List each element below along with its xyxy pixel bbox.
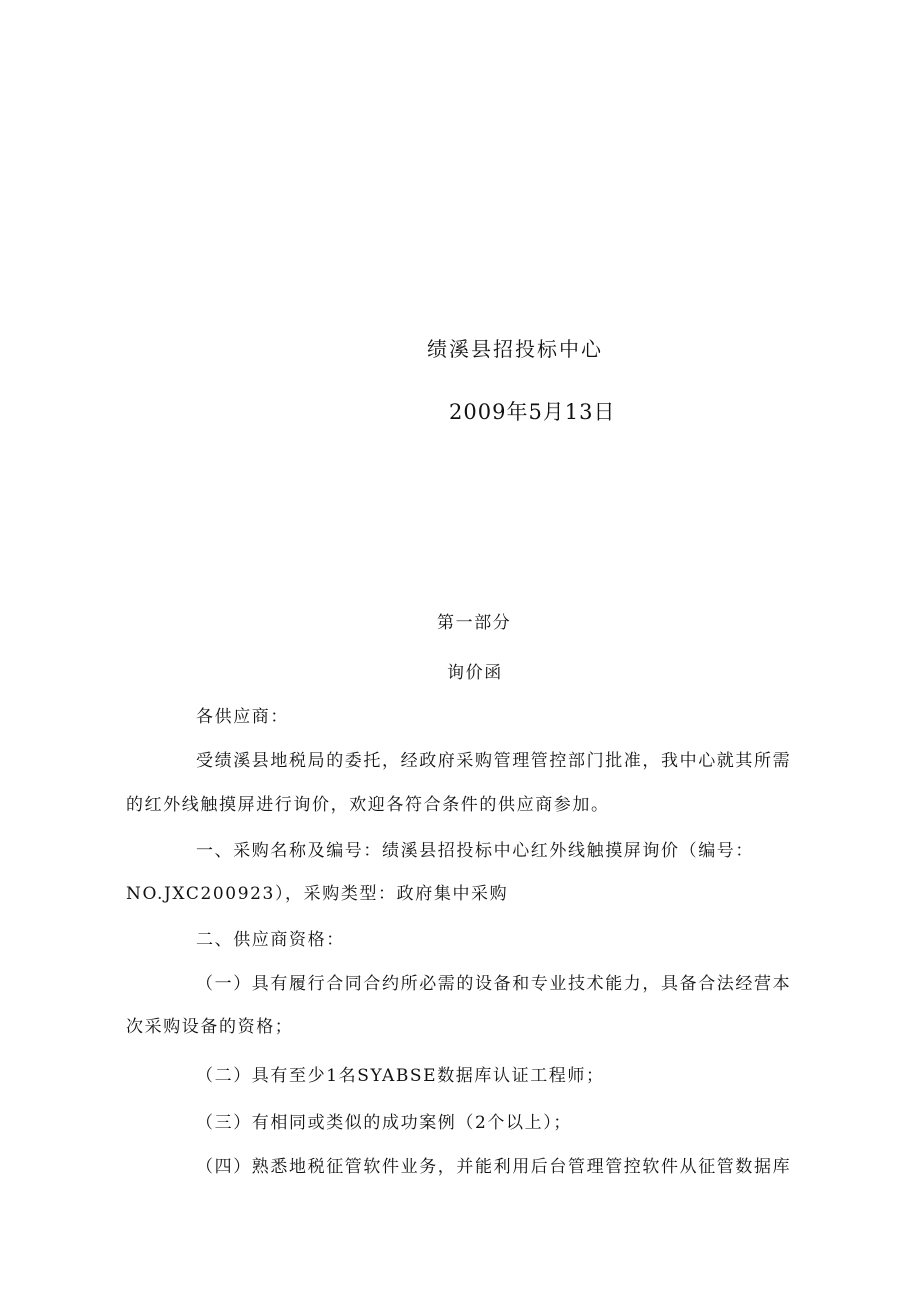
qualification-2: （二）具有至少1名SYABSE数据库认证工程师；: [196, 1066, 605, 1086]
qualification-1-line-2: 次采购设备的资格；: [126, 1017, 294, 1037]
issue-date: 2009年5月13日: [449, 400, 616, 424]
item-1-line-1: 一、采购名称及编号：绩溪县招投标中心红外线触摸屏询价（编号：: [196, 841, 754, 861]
item-2-heading: 二、供应商资格：: [196, 930, 345, 950]
qualification-1-line-1: （一）具有履行合同合约所必需的设备和专业技术能力，具备合法经营本: [196, 974, 792, 994]
qualification-4-line-1: （四）熟悉地税征管软件业务，并能利用后台管理管控软件从征管数据库: [196, 1157, 792, 1177]
intro-paragraph-line-2: 的红外线触摸屏进行询价，欢迎各符合条件的供应商参加。: [126, 795, 610, 815]
intro-paragraph-line-1: 受绩溪县地税局的委托，经政府采购管理管控部门批准，我中心就其所需: [196, 751, 792, 771]
qualification-3: （三）有相同或类似的成功案例（2个以上）；: [196, 1113, 572, 1133]
item-1-line-2: NO.JXC200923），采购类型：政府集中采购: [126, 884, 509, 904]
document-title: 询价函: [447, 663, 503, 683]
part-heading: 第一部分: [437, 613, 512, 633]
issuing-agency: 绩溪县招投标中心: [427, 337, 603, 361]
salutation: 各供应商：: [196, 707, 289, 727]
